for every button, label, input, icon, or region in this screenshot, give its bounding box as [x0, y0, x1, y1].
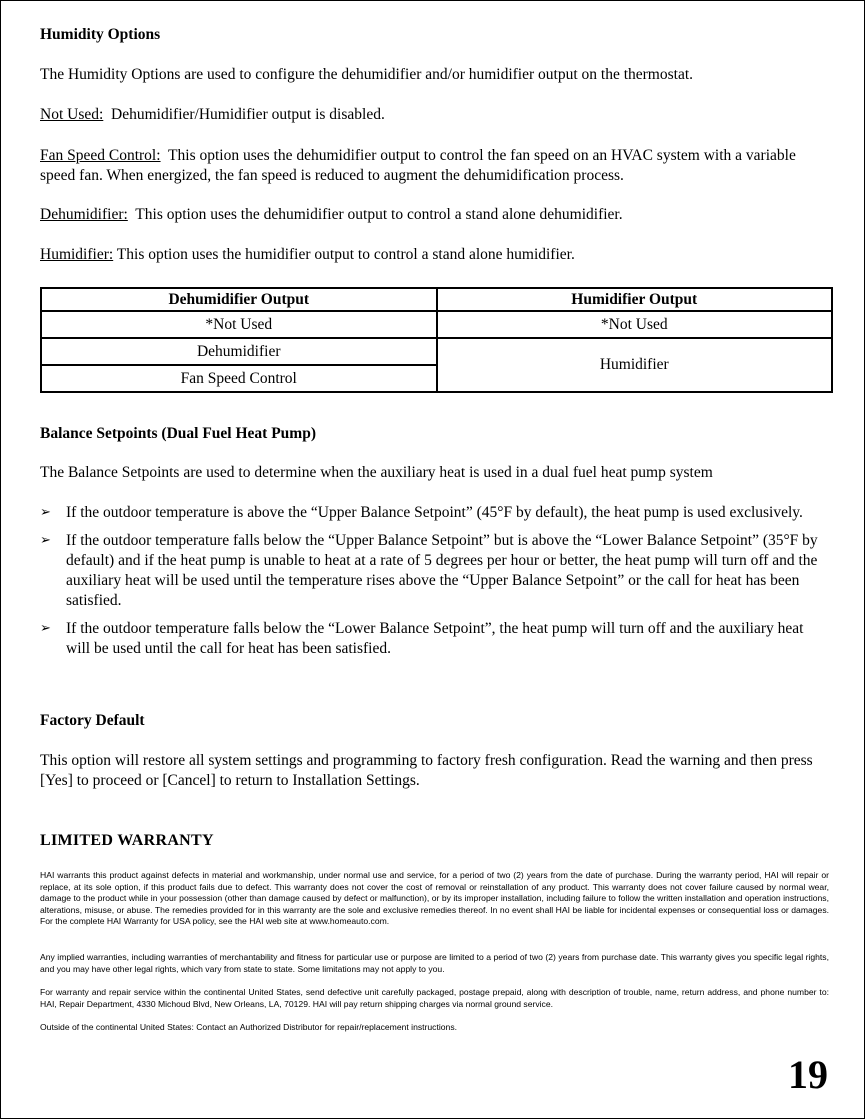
humidity-intro: The Humidity Options are used to configure the dehumidifier and/or humidifier output on the thermostat.: [40, 66, 694, 83]
humidifier-paragraph: [40, 245, 826, 265]
table-header-row: [41, 288, 832, 311]
dehumidifier-label: Dehumidifier:: [40, 206, 128, 223]
warranty-paragraph-4: Outside of the continental United States: Contact an Authorized Distributor for repair/replacement instructions.: [40, 1022, 458, 1032]
list-item: [40, 531, 826, 611]
table-cell-fan-speed-control: Fan Speed Control: [41, 365, 437, 392]
table-cell-hum-not-used: *Not Used: [437, 311, 833, 338]
warranty-paragraph-1: HAI warrants this product against defects in material and workmanship, under normal use and service, for a period of two (2) years from the date of purchase. During the warranty period, HAI will repair or replace, at its sole option, if this product fails due to defect. This warranty does not cover the cost of removal or reinstallation of any product. This warranty does not cover failure caused by normal wear, damage to the product while in your possession (other than damage caused by defect or malfunction), or by its improper installation, including failure to follow the written installation and operation instructions, alterations, misuse, or abuse. The remedies provided for in this warranty are the sole and exclusive remedies thereof. In no event shall HAI be liable for incidental expenses or consequential loss or damages. For the complete HAI Warranty for USA policy, see the HAI web site at www.homeauto.com.: [40, 870, 829, 927]
humidity-options-heading: Humidity Options: [40, 26, 161, 43]
balance-intro: The Balance Setpoints are used to determine when the auxiliary heat is used in a dual fuel heat pump system: [40, 464, 713, 481]
fan-speed-paragraph: [40, 146, 826, 186]
table-header-humidifier: Humidifier Output: [437, 288, 833, 311]
arrow-bullet-icon: ➢: [40, 533, 51, 548]
limited-warranty-heading: LIMITED WARRANTY: [40, 832, 214, 849]
arrow-bullet-icon: ➢: [40, 621, 51, 636]
balance-bullet-list: [40, 503, 826, 667]
factory-default-text: This option will restore all system settings and programming to factory fresh configuration. Read the warning and then press [Yes] to proceed or [Cancel] to return to Installation Settings.: [40, 752, 813, 789]
table-cell-dehumidifier: Dehumidifier: [41, 338, 437, 365]
table-row: [41, 311, 832, 338]
balance-setpoints-heading: Balance Setpoints (Dual Fuel Heat Pump): [40, 425, 316, 442]
table-cell-humidifier: Humidifier: [437, 338, 833, 392]
humidifier-text: This option uses the humidifier output to control a stand alone humidifier.: [116, 246, 575, 263]
page-number: 19: [788, 1052, 828, 1097]
list-item: [40, 503, 826, 523]
dehumidifier-paragraph: [40, 205, 826, 225]
humidifier-label: Humidifier:: [40, 246, 114, 263]
fan-speed-text: This option uses the dehumidifier output to control the fan speed on an HVAC system with a variable speed fan. When energized, the fan speed is reduced to augment the dehumidification process.: [40, 147, 796, 184]
list-item: [40, 619, 826, 659]
bullet-text: If the outdoor temperature falls below the “Upper Balance Setpoint” but is above the “Lower Balance Setpoint” (35°F by default) and if the heat pump is unable to heat at a rate of 5 degrees per hour or better, the heat pump will turn off and the auxiliary heat will be used until the temperature rises above the “Upper Balance Setpoint” or the call for heat has been satisfied.: [66, 532, 818, 609]
humidity-output-table: [40, 287, 833, 393]
not-used-text: Dehumidifier/Humidifier output is disabled.: [111, 106, 385, 123]
fan-speed-label: Fan Speed Control:: [40, 147, 161, 164]
table-header-dehumidifier: Dehumidifier Output: [41, 288, 437, 311]
not-used-label: Not Used:: [40, 106, 104, 123]
not-used-paragraph: [40, 105, 826, 125]
bullet-text: If the outdoor temperature is above the “Upper Balance Setpoint” (45°F by default), the heat pump is used exclusively.: [66, 504, 803, 521]
arrow-bullet-icon: ➢: [40, 505, 51, 520]
table-cell-dehum-not-used: *Not Used: [41, 311, 437, 338]
bullet-text: If the outdoor temperature falls below the “Lower Balance Setpoint”, the heat pump will turn off and the auxiliary heat will be used until the call for heat has been satisfied.: [66, 620, 804, 657]
factory-default-heading: Factory Default: [40, 712, 145, 729]
table-row: [41, 338, 832, 365]
warranty-paragraph-3: For warranty and repair service within the continental United States, send defective unit carefully packaged, postage prepaid, along with description of trouble, name, return address, and phone number to: HAI, Repair Department, 4330 Michoud Blvd, New Orleans, LA, 70129. HAI will pay return shipping charges via normal ground service.: [40, 987, 829, 1009]
warranty-paragraph-2: Any implied warranties, including warranties of merchantability and fitness for particular use or purpose are limited to a period of two (2) years from purchase date. This warranty gives you specific legal rights, and you may have other legal rights, which vary from state to state. Some limitations may not apply to you.: [40, 952, 829, 974]
dehumidifier-text: This option uses the dehumidifier output to control a stand alone dehumidifier.: [135, 206, 623, 223]
